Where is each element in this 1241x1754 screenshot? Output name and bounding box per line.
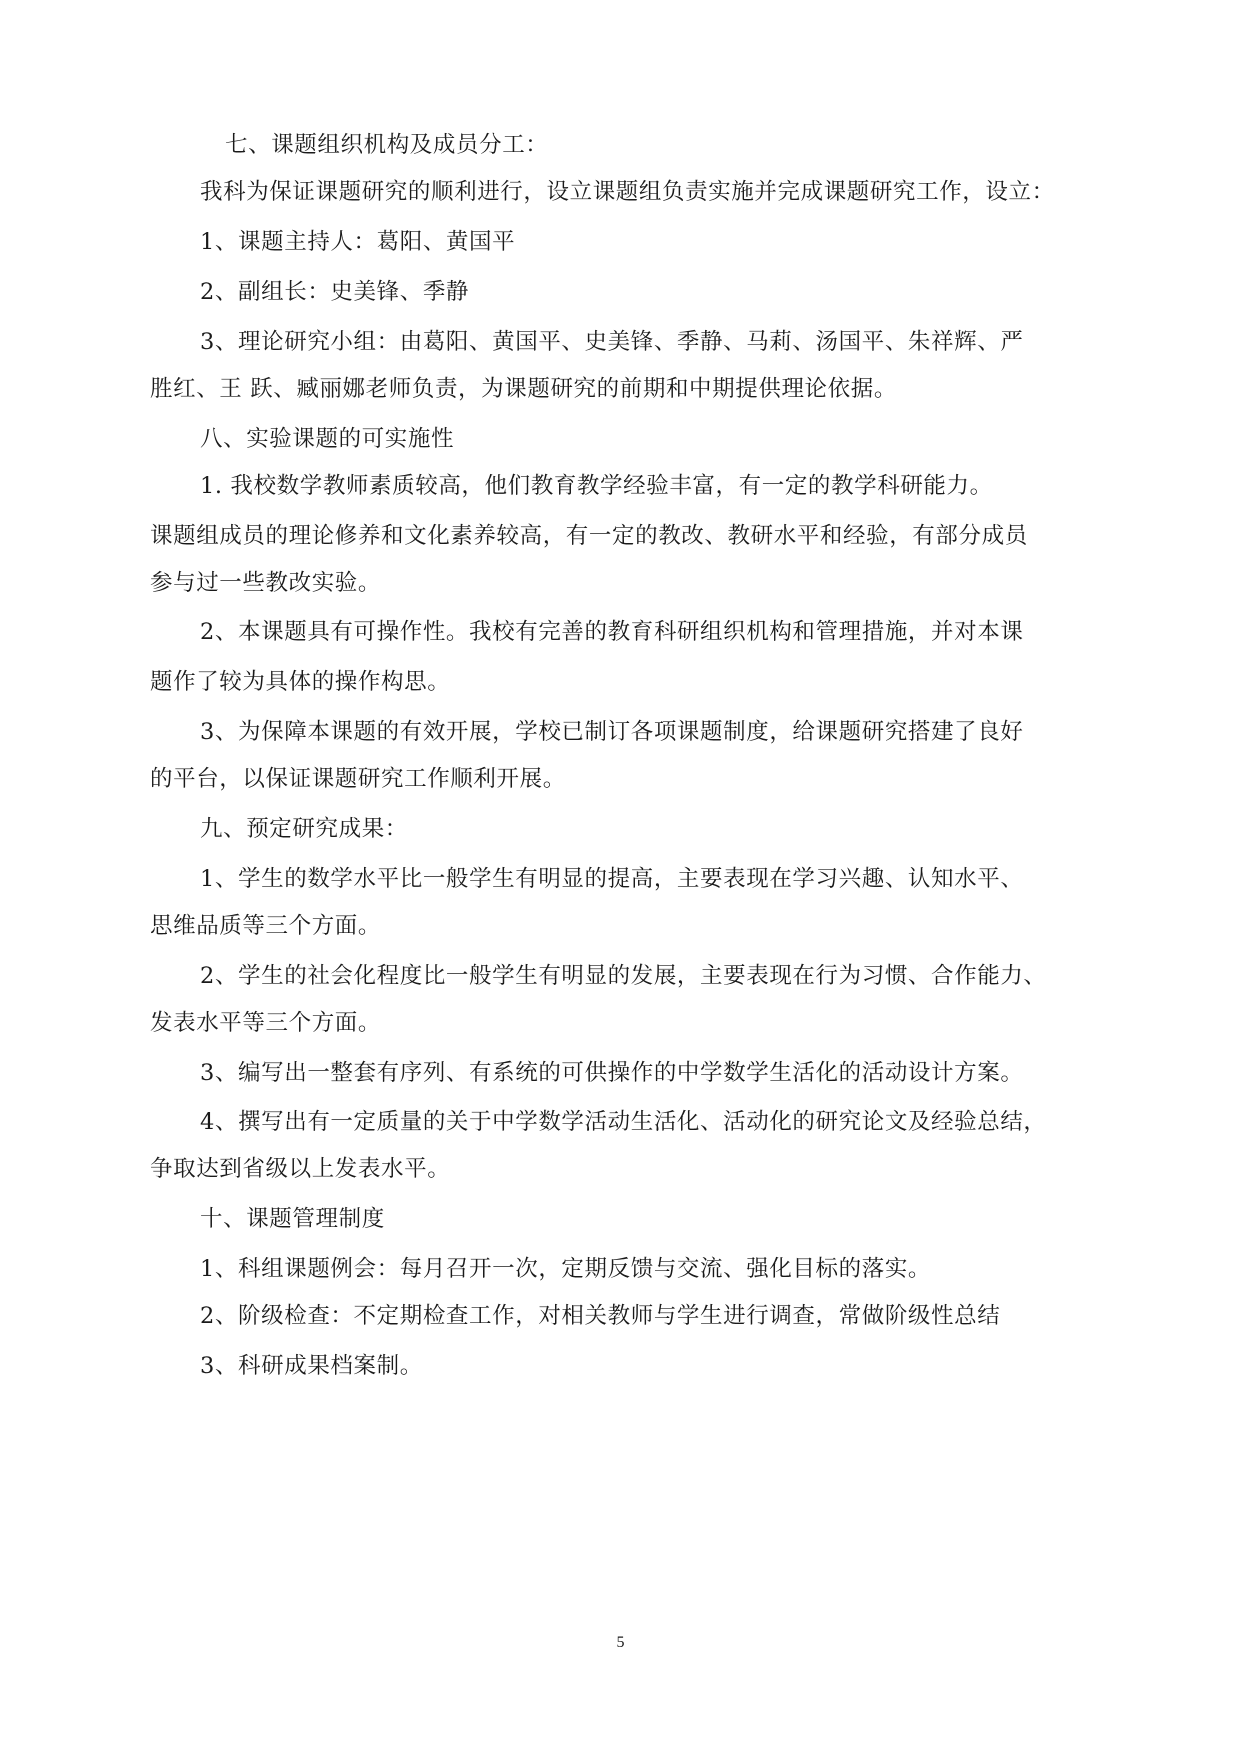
page-number: 5 (616, 1634, 625, 1651)
paragraph-line: 的平台，以保证课题研究工作顺利开展。 (150, 766, 566, 792)
paragraph-line: 胜红、王 跃、臧丽娜老师负责，为课题研究的前期和中期提供理论依据。 (150, 376, 897, 402)
list-item: 3、为保障本课题的有效开展，学校已制订各项课题制度，给课题研究搭建了良好 (200, 719, 1024, 745)
list-item: 1、课题主持人：葛阳、黄国平 (200, 229, 516, 255)
list-item: 4、撰写出有一定质量的关于中学数学活动生活化、活动化的研究论文及经验总结， (200, 1109, 1047, 1135)
list-item: 1、学生的数学水平比一般学生有明显的提高，主要表现在学习兴趣、认知水平、 (200, 866, 1024, 892)
list-item: 2、阶级检查：不定期检查工作，对相关教师与学生进行调查，常做阶级性总结 (200, 1303, 1001, 1329)
section-heading-9: 九、预定研究成果： (200, 816, 408, 842)
paragraph-line: 发表水平等三个方面。 (150, 1010, 382, 1036)
list-item: 3、理论研究小组：由葛阳、黄国平、史美锋、季静、马莉、汤国平、朱祥辉、严 (200, 329, 1024, 355)
paragraph-line: 课题组成员的理论修养和文化素养较高，有一定的教改、教研水平和经验，有部分成员 (150, 523, 1028, 549)
list-item: 1、科组课题例会：每月召开一次，定期反馈与交流、强化目标的落实。 (200, 1256, 932, 1282)
section-heading-8: 八、实验课题的可实施性 (200, 426, 455, 452)
section-heading-7: 七、课题组织机构及成员分工： (225, 132, 549, 158)
list-item: 3、编写出一整套有序列、有系统的可供操作的中学数学生活化的活动设计方案。 (200, 1060, 1024, 1086)
paragraph-line: 我科为保证课题研究的顺利进行，设立课题组负责实施并完成课题研究工作，设立： (200, 179, 1055, 205)
list-item: 2、本课题具有可操作性。我校有完善的教育科研组织机构和管理措施，并对本课 (200, 619, 1024, 645)
paragraph-line: 思维品质等三个方面。 (150, 913, 382, 939)
section-heading-10: 十、课题管理制度 (200, 1206, 385, 1232)
paragraph-line: 题作了较为具体的操作构思。 (150, 669, 451, 695)
list-item: 2、副组长：史美锋、季静 (200, 279, 470, 305)
list-item: 1. 我校数学教师素质较高，他们教育教学经验丰富，有一定的教学科研能力。 (200, 473, 993, 499)
paragraph-line: 参与过一些教改实验。 (150, 570, 382, 596)
list-item: 3、科研成果档案制。 (200, 1353, 423, 1379)
list-item: 2、学生的社会化程度比一般学生有明显的发展，主要表现在行为习惯、合作能力、 (200, 963, 1047, 989)
paragraph-line: 争取达到省级以上发表水平。 (150, 1156, 451, 1182)
